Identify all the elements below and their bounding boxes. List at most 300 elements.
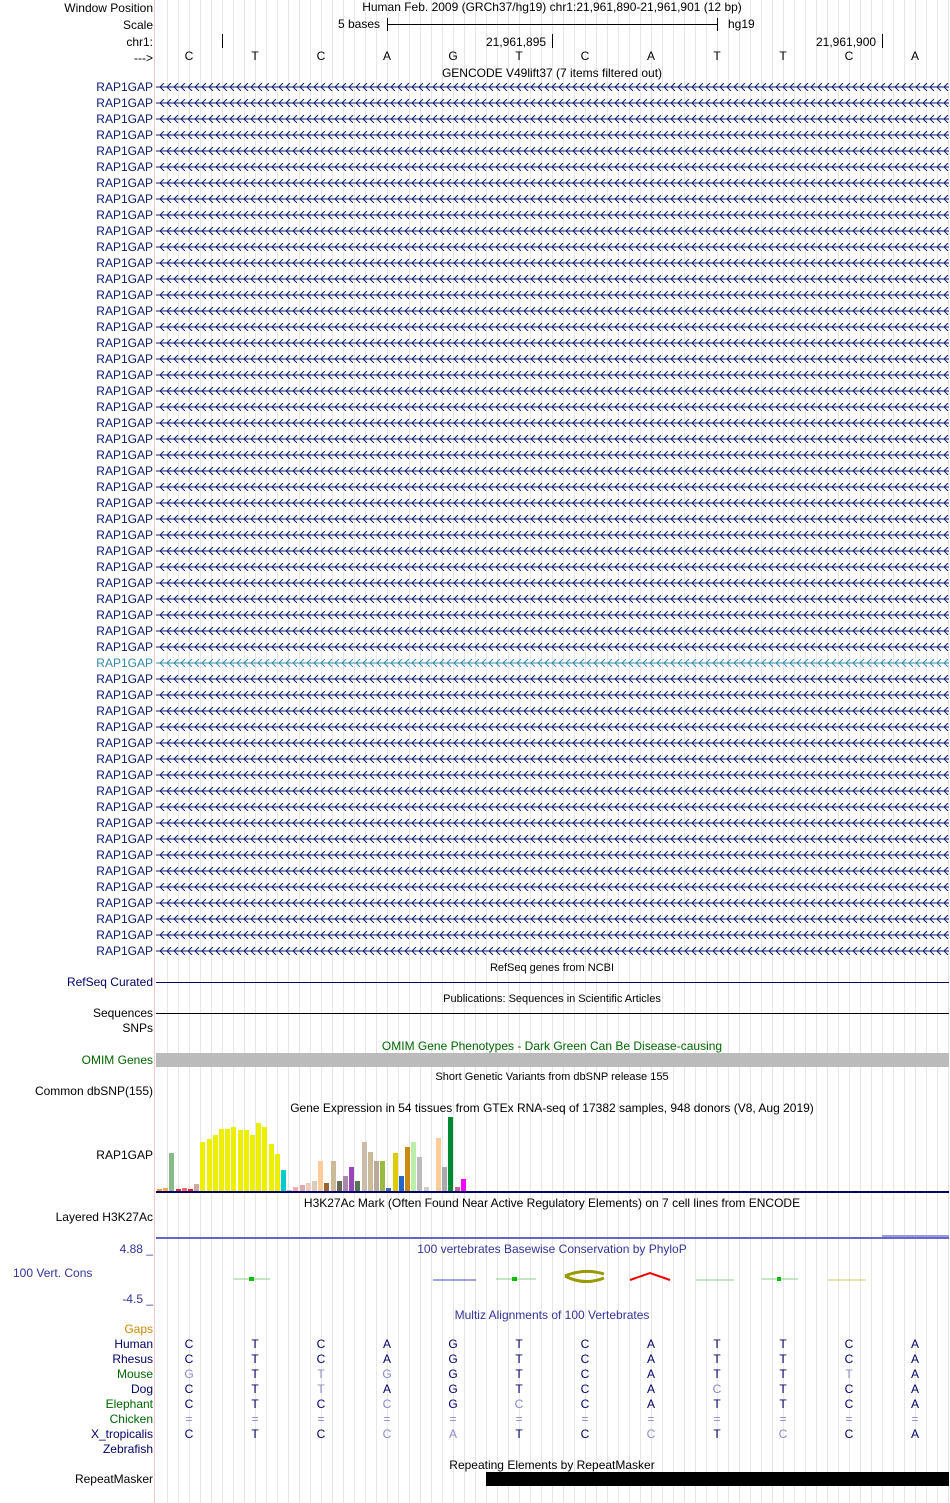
gencode-transcript-label[interactable]: RAP1GAP	[96, 464, 153, 478]
multiz-aligned-base: =	[515, 1412, 523, 1426]
gencode-transcript-feature[interactable]	[156, 739, 949, 747]
publications-label-snps[interactable]: SNPs	[122, 1021, 153, 1035]
multiz-aligned-base: C	[844, 1382, 854, 1396]
multiz-aligned-base: C	[646, 1427, 656, 1441]
gencode-transcript-feature[interactable]	[156, 291, 949, 299]
multiz-aligned-base: =	[185, 1412, 193, 1426]
gtex-tissue-bar[interactable]	[362, 1142, 367, 1191]
reference-base: T	[779, 49, 787, 63]
reference-base: C	[844, 49, 854, 63]
multiz-aligned-base: G	[448, 1382, 458, 1396]
gencode-transcript-feature[interactable]	[156, 355, 949, 363]
multiz-species-label[interactable]: Elephant	[105, 1397, 153, 1411]
multiz-aligned-base: G	[448, 1397, 458, 1411]
gencode-transcript-feature[interactable]	[156, 323, 949, 331]
gencode-transcript-label[interactable]: RAP1GAP	[96, 336, 153, 350]
gencode-transcript-label[interactable]: RAP1GAP	[96, 96, 153, 110]
gencode-transcript-label[interactable]: RAP1GAP	[96, 144, 153, 158]
window-title: Human Feb. 2009 (GRCh37/hg19) chr1:21,961,890-21,961,901 (12 bp)	[362, 0, 742, 14]
gencode-transcript-feature[interactable]	[156, 931, 949, 939]
gencode-transcript-feature[interactable]	[156, 339, 949, 347]
omim-track-label[interactable]: OMIM Genes	[81, 1053, 153, 1067]
gencode-transcript-feature[interactable]	[156, 371, 949, 379]
gencode-transcript-label[interactable]: RAP1GAP	[96, 448, 153, 462]
refseq-gene-line	[156, 982, 949, 983]
phylop-signal	[156, 1266, 949, 1290]
refseq-track-title: RefSeq genes from NCBI	[489, 962, 615, 974]
gencode-transcript-label[interactable]: RAP1GAP	[96, 544, 153, 558]
h3k27ac-track-label[interactable]: Layered H3K27Ac	[55, 1210, 153, 1224]
gencode-transcript-feature[interactable]	[156, 115, 949, 123]
gtex-tissue-bar[interactable]	[269, 1144, 274, 1191]
gencode-transcript-label[interactable]: RAP1GAP	[96, 272, 153, 286]
gtex-tissue-bar[interactable]	[355, 1181, 360, 1191]
publications-line	[156, 1013, 949, 1014]
gencode-transcript-label[interactable]: RAP1GAP	[96, 240, 153, 254]
reference-base: A	[910, 49, 920, 63]
gencode-transcript-feature[interactable]	[156, 947, 949, 955]
gencode-transcript-feature[interactable]	[156, 867, 949, 875]
multiz-aligned-base: =	[845, 1412, 853, 1426]
gencode-transcript-label[interactable]: RAP1GAP	[96, 736, 153, 750]
phylop-mark-1-peak	[249, 1277, 254, 1281]
multiz-species-label[interactable]: Human	[114, 1337, 153, 1351]
multiz-aligned-base: C	[184, 1382, 194, 1396]
gtex-tissue-bar[interactable]	[275, 1154, 280, 1191]
multiz-aligned-base: C	[316, 1337, 326, 1351]
h3k27ac-signal-line	[156, 1237, 949, 1239]
multiz-aligned-base: C	[184, 1397, 194, 1411]
gtex-tissue-bar[interactable]	[343, 1176, 348, 1191]
multiz-aligned-base: A	[382, 1337, 392, 1351]
gencode-transcript-feature[interactable]	[156, 515, 949, 523]
multiz-aligned-base: C	[580, 1382, 590, 1396]
scale-db-text: hg19	[728, 17, 755, 31]
multiz-aligned-base: T	[251, 1352, 259, 1366]
multiz-aligned-base: T	[515, 1352, 523, 1366]
multiz-species-label[interactable]: X_tropicalis	[90, 1427, 153, 1441]
gencode-transcript-feature[interactable]	[156, 579, 949, 587]
gencode-transcript-label[interactable]: RAP1GAP	[96, 352, 153, 366]
gencode-transcript-label[interactable]: RAP1GAP	[96, 608, 153, 622]
label-column-divider	[154, 0, 155, 1503]
multiz-aligned-base: C	[712, 1382, 722, 1396]
gtex-tissue-bar[interactable]	[219, 1129, 224, 1191]
gencode-transcript-label[interactable]: RAP1GAP	[96, 288, 153, 302]
multiz-aligned-base: T	[779, 1367, 787, 1381]
multiz-aligned-base: T	[251, 1427, 259, 1441]
omim-track-title: OMIM Gene Phenotypes - Dark Green Can Be Disease-causing	[381, 1039, 723, 1053]
gtex-track-title: Gene Expression in 54 tissues from GTEx RNA-seq of 17382 samples, 948 donors (V8, Aug 2019)	[290, 1101, 814, 1115]
multiz-aligned-base: C	[580, 1427, 590, 1441]
gencode-transcript-feature[interactable]	[156, 691, 949, 699]
gencode-transcript-label[interactable]: RAP1GAP	[96, 256, 153, 270]
gencode-transcript-feature[interactable]	[156, 643, 949, 651]
multiz-aligned-base: C	[382, 1397, 392, 1411]
gencode-transcript-label[interactable]: RAP1GAP	[96, 192, 153, 206]
phylop-min-label: -4.5 _	[122, 1292, 153, 1306]
gencode-transcript-feature[interactable]	[156, 611, 949, 619]
gtex-tissue-bar[interactable]	[231, 1127, 236, 1191]
gtex-tissue-bar[interactable]	[256, 1123, 261, 1191]
gencode-transcript-feature[interactable]	[156, 771, 949, 779]
gencode-transcript-feature[interactable]	[156, 787, 949, 795]
gtex-tissue-bar[interactable]	[380, 1161, 385, 1191]
multiz-aligned-base: A	[448, 1427, 458, 1441]
gencode-transcript-label[interactable]: RAP1GAP	[96, 496, 153, 510]
reference-base: T	[713, 49, 721, 63]
gencode-transcript-feature[interactable]	[156, 259, 949, 267]
multiz-aligned-base: =	[647, 1412, 655, 1426]
reference-base: T	[251, 49, 259, 63]
multiz-aligned-base: T	[779, 1382, 787, 1396]
gencode-transcript-feature[interactable]	[156, 707, 949, 715]
gtex-tissue-bar[interactable]	[306, 1183, 311, 1191]
gencode-transcript-feature[interactable]	[156, 467, 949, 475]
multiz-aligned-base: C	[382, 1427, 392, 1441]
scale-bar-left-tick	[387, 18, 388, 31]
multiz-aligned-base: =	[713, 1412, 721, 1426]
scale-bases-text: 5 bases	[338, 17, 381, 31]
gencode-transcript-label[interactable]: RAP1GAP	[96, 656, 153, 670]
multiz-aligned-base: C	[580, 1397, 590, 1411]
multiz-aligned-base: T	[713, 1367, 721, 1381]
multiz-aligned-base: A	[910, 1352, 920, 1366]
gtex-tissue-bar[interactable]	[262, 1127, 267, 1191]
multiz-aligned-base: A	[382, 1352, 392, 1366]
multiz-aligned-base: A	[910, 1337, 920, 1351]
gencode-transcript-feature[interactable]	[156, 899, 949, 907]
multiz-aligned-base: T	[779, 1397, 787, 1411]
gencode-transcript-feature[interactable]	[156, 595, 949, 603]
chr-position-a: 21,961,895	[486, 35, 547, 49]
reference-base: T	[515, 49, 523, 63]
multiz-aligned-base: C	[184, 1352, 194, 1366]
multiz-aligned-base: C	[580, 1367, 590, 1381]
multiz-aligned-base: T	[713, 1352, 721, 1366]
gencode-transcript-feature[interactable]	[156, 419, 949, 427]
gtex-tissue-bar[interactable]	[337, 1181, 342, 1191]
multiz-aligned-base: T	[515, 1427, 523, 1441]
gencode-transcript-feature[interactable]	[156, 531, 949, 539]
gtex-tissue-bar[interactable]	[399, 1176, 404, 1191]
gencode-transcript-feature[interactable]	[156, 147, 949, 155]
multiz-aligned-base: G	[448, 1337, 458, 1351]
multiz-aligned-base: T	[515, 1382, 523, 1396]
omim-gene-bar	[156, 1053, 949, 1067]
gencode-transcript-feature[interactable]	[156, 227, 949, 235]
gencode-transcript-label[interactable]: RAP1GAP	[96, 224, 153, 238]
gencode-transcript-label[interactable]: RAP1GAP	[96, 368, 153, 382]
gtex-tissue-bar[interactable]	[393, 1153, 398, 1191]
multiz-aligned-base: G	[448, 1367, 458, 1381]
gencode-transcript-label[interactable]: RAP1GAP	[96, 704, 153, 718]
gtex-tissue-bar[interactable]	[225, 1129, 230, 1191]
multiz-aligned-base: T	[251, 1367, 259, 1381]
dbsnp-track-title: Short Genetic Variants from dbSNP release 155	[435, 1071, 669, 1083]
multiz-aligned-base: T	[251, 1397, 259, 1411]
multiz-aligned-base: C	[316, 1397, 326, 1411]
multiz-aligned-base: A	[382, 1382, 392, 1396]
gtex-tissue-bar[interactable]	[194, 1184, 199, 1191]
multiz-aligned-base: G	[184, 1367, 194, 1381]
multiz-aligned-base: T	[317, 1367, 325, 1381]
gencode-track-title: GENCODE V49lift37 (7 items filtered out)	[441, 66, 663, 80]
phylop-mark-5	[630, 1273, 670, 1280]
chr-tick-2	[552, 34, 553, 48]
gencode-transcript-feature[interactable]	[156, 99, 949, 107]
h3k27ac-track-title: H3K27Ac Mark (Often Found Near Active Regulatory Elements) on 7 cell lines from ENCODE	[303, 1196, 801, 1210]
gtex-tissue-bar[interactable]	[405, 1147, 410, 1191]
multiz-aligned-base: =	[317, 1412, 325, 1426]
multiz-aligned-base: C	[580, 1337, 590, 1351]
gencode-transcript-feature[interactable]	[156, 435, 949, 443]
gencode-transcript-feature[interactable]	[156, 243, 949, 251]
gencode-transcript-label[interactable]: RAP1GAP	[96, 832, 153, 846]
multiz-species-label[interactable]: Rhesus	[112, 1352, 153, 1366]
gtex-tissue-bar[interactable]	[318, 1161, 323, 1191]
gencode-transcript-feature[interactable]	[156, 547, 949, 555]
gencode-transcript-feature[interactable]	[156, 211, 949, 219]
gtex-track-label[interactable]: RAP1GAP	[96, 1148, 153, 1162]
gencode-transcript-label[interactable]: RAP1GAP	[96, 896, 153, 910]
gencode-transcript-label[interactable]: RAP1GAP	[96, 528, 153, 542]
gencode-transcript-feature[interactable]	[156, 131, 949, 139]
multiz-aligned-base: A	[646, 1382, 656, 1396]
gtex-tissue-bar[interactable]	[461, 1179, 466, 1191]
reference-base: C	[316, 49, 326, 63]
multiz-aligned-base: C	[184, 1427, 194, 1441]
multiz-aligned-base: C	[844, 1337, 854, 1351]
gencode-transcript-label[interactable]: RAP1GAP	[96, 624, 153, 638]
gencode-transcript-label[interactable]: RAP1GAP	[96, 480, 153, 494]
gencode-transcript-label[interactable]: RAP1GAP	[96, 128, 153, 142]
phylop-mark-7-peak	[777, 1277, 781, 1281]
multiz-aligned-base: A	[646, 1337, 656, 1351]
gencode-transcript-feature[interactable]	[156, 723, 949, 731]
gencode-transcript-feature[interactable]	[156, 451, 949, 459]
gencode-transcript-label[interactable]: RAP1GAP	[96, 400, 153, 414]
gtex-baseline	[156, 1191, 949, 1193]
multiz-species-label[interactable]: Chicken	[109, 1412, 153, 1426]
chr-position-b: 21,961,900	[816, 35, 877, 49]
gtex-tissue-bar[interactable]	[374, 1161, 379, 1191]
multiz-gaps-label: Gaps	[124, 1322, 153, 1336]
multiz-aligned-base: C	[844, 1397, 854, 1411]
refseq-track-label[interactable]: RefSeq Curated	[66, 975, 153, 989]
gencode-transcript-feature[interactable]	[156, 659, 949, 667]
multiz-aligned-base: T	[845, 1367, 853, 1381]
multiz-aligned-base: =	[449, 1412, 457, 1426]
gencode-transcript-feature[interactable]	[156, 835, 949, 843]
gencode-transcript-label[interactable]: RAP1GAP	[96, 304, 153, 318]
gencode-transcript-label[interactable]: RAP1GAP	[96, 560, 153, 574]
gencode-transcript-label[interactable]: RAP1GAP	[96, 576, 153, 590]
multiz-aligned-base: T	[713, 1337, 721, 1351]
gencode-transcript-label[interactable]: RAP1GAP	[96, 672, 153, 686]
phylop-mark-4	[565, 1271, 604, 1281]
gencode-transcript-feature[interactable]	[156, 403, 949, 411]
multiz-aligned-base: C	[316, 1352, 326, 1366]
h3k27ac-signal-bump	[882, 1235, 949, 1237]
gencode-transcript-feature[interactable]	[156, 851, 949, 859]
multiz-aligned-base: T	[779, 1352, 787, 1366]
gencode-transcript-label[interactable]: RAP1GAP	[96, 928, 153, 942]
reference-base: C	[580, 49, 590, 63]
multiz-aligned-base: =	[911, 1412, 919, 1426]
gtex-tissue-bar[interactable]	[238, 1130, 243, 1191]
gencode-transcript-label[interactable]: RAP1GAP	[96, 880, 153, 894]
multiz-aligned-base: T	[779, 1337, 787, 1351]
phylop-mark-3-peak	[512, 1277, 517, 1281]
gencode-transcript-feature[interactable]	[156, 803, 949, 811]
gencode-transcript-label[interactable]: RAP1GAP	[96, 640, 153, 654]
gtex-tissue-bar[interactable]	[436, 1138, 441, 1191]
scale-label: Scale	[122, 18, 153, 32]
multiz-aligned-base: G	[382, 1367, 392, 1381]
gtex-tissue-bar[interactable]	[442, 1167, 447, 1191]
multiz-species-label[interactable]: Zebrafish	[102, 1442, 153, 1456]
multiz-aligned-base: C	[844, 1352, 854, 1366]
chromosome-label: chr1:	[126, 35, 153, 49]
multiz-aligned-base: A	[646, 1352, 656, 1366]
gencode-transcript-label[interactable]: RAP1GAP	[96, 112, 153, 126]
gencode-transcript-feature[interactable]	[156, 163, 949, 171]
gtex-tissue-bar[interactable]	[213, 1135, 218, 1191]
gencode-transcript-label[interactable]: RAP1GAP	[96, 208, 153, 222]
gencode-transcript-feature[interactable]	[156, 387, 949, 395]
scale-bar	[387, 24, 718, 25]
gencode-transcript-label[interactable]: RAP1GAP	[96, 784, 153, 798]
multiz-aligned-base: C	[514, 1397, 524, 1411]
gencode-transcript-label[interactable]: RAP1GAP	[96, 816, 153, 830]
multiz-aligned-base: C	[844, 1427, 854, 1441]
multiz-aligned-base: G	[448, 1352, 458, 1366]
multiz-aligned-base: C	[778, 1427, 788, 1441]
gencode-transcript-label[interactable]: RAP1GAP	[96, 432, 153, 446]
multiz-aligned-base: A	[910, 1367, 920, 1381]
multiz-aligned-base: A	[646, 1397, 656, 1411]
gencode-transcript-label[interactable]: RAP1GAP	[96, 512, 153, 526]
multiz-aligned-base: C	[580, 1352, 590, 1366]
gtex-tissue-bar[interactable]	[349, 1167, 354, 1191]
dbsnp-track-label[interactable]: Common dbSNP(155)	[34, 1084, 153, 1098]
chr-tick-1	[222, 34, 223, 48]
publications-label-sequences[interactable]: Sequences	[92, 1006, 153, 1020]
gencode-transcript-feature[interactable]	[156, 563, 949, 571]
repeatmasker-track-title: Repeating Elements by RepeatMasker	[449, 1458, 655, 1472]
multiz-aligned-base: T	[251, 1382, 259, 1396]
gtex-tissue-bar[interactable]	[312, 1181, 317, 1191]
gencode-transcript-label[interactable]: RAP1GAP	[96, 176, 153, 190]
gtex-tissue-bar[interactable]	[417, 1157, 422, 1191]
gencode-transcript-feature[interactable]	[156, 179, 949, 187]
gencode-transcript-label[interactable]: RAP1GAP	[96, 768, 153, 782]
gencode-transcript-label[interactable]: RAP1GAP	[96, 720, 153, 734]
gencode-transcript-label[interactable]: RAP1GAP	[96, 800, 153, 814]
gencode-transcript-feature[interactable]	[156, 883, 949, 891]
strand-label: --->	[134, 51, 153, 65]
gtex-tissue-bar[interactable]	[250, 1135, 255, 1191]
gencode-transcript-feature[interactable]	[156, 483, 949, 491]
repeatmasker-track-label[interactable]: RepeatMasker	[74, 1472, 153, 1486]
chr-tick-3	[882, 34, 883, 48]
multiz-species-label[interactable]: Dog	[130, 1382, 153, 1396]
gencode-transcript-feature[interactable]	[156, 755, 949, 763]
multiz-aligned-base: C	[184, 1337, 194, 1351]
multiz-aligned-base: T	[713, 1397, 721, 1411]
gencode-transcript-label[interactable]: RAP1GAP	[96, 320, 153, 334]
window-position-label: Window Position	[64, 1, 153, 15]
gencode-transcript-feature[interactable]	[156, 915, 949, 923]
repeatmasker-element	[486, 1472, 949, 1486]
gtex-tissue-bar[interactable]	[207, 1139, 212, 1191]
scale-bar-right-tick	[717, 18, 718, 31]
gtex-tissue-bar[interactable]	[200, 1142, 205, 1191]
gencode-transcript-feature[interactable]	[156, 819, 949, 827]
gtex-tissue-bar[interactable]	[169, 1153, 174, 1191]
gencode-transcript-feature[interactable]	[156, 195, 949, 203]
multiz-aligned-base: =	[251, 1412, 259, 1426]
gencode-transcript-label[interactable]: RAP1GAP	[96, 80, 153, 94]
multiz-aligned-base: T	[251, 1337, 259, 1351]
gencode-transcript-feature[interactable]	[156, 83, 949, 91]
phylop-track-title: 100 vertebrates Basewise Conservation by PhyloP	[417, 1242, 687, 1256]
gencode-transcript-label[interactable]: RAP1GAP	[96, 592, 153, 606]
gencode-transcript-label[interactable]: RAP1GAP	[96, 688, 153, 702]
multiz-aligned-base: T	[713, 1427, 721, 1441]
gencode-transcript-label[interactable]: RAP1GAP	[96, 416, 153, 430]
gencode-transcript-label[interactable]: RAP1GAP	[96, 160, 153, 174]
multiz-aligned-base: C	[316, 1427, 326, 1441]
gencode-transcript-label[interactable]: RAP1GAP	[96, 944, 153, 958]
multiz-aligned-base: A	[910, 1382, 920, 1396]
gtex-tissue-bar[interactable]	[331, 1161, 336, 1191]
multiz-aligned-base: =	[779, 1412, 787, 1426]
reference-base: A	[646, 49, 656, 63]
gtex-tissue-bar[interactable]	[411, 1142, 416, 1191]
gtex-tissue-bar[interactable]	[281, 1170, 286, 1191]
gencode-transcript-label[interactable]: RAP1GAP	[96, 848, 153, 862]
multiz-aligned-base: A	[910, 1427, 920, 1441]
gencode-transcript-label[interactable]: RAP1GAP	[96, 752, 153, 766]
phylop-max-label: 4.88 _	[119, 1242, 153, 1256]
gtex-tissue-bar[interactable]	[324, 1183, 329, 1191]
gtex-tissue-bar[interactable]	[448, 1117, 453, 1191]
gencode-transcript-feature[interactable]	[156, 675, 949, 683]
publications-track-title: Publications: Sequences in Scientific Articles	[443, 993, 661, 1005]
gencode-transcript-feature[interactable]	[156, 499, 949, 507]
multiz-aligned-base: A	[646, 1367, 656, 1381]
multiz-species-label[interactable]: Mouse	[116, 1367, 153, 1381]
multiz-aligned-base: T	[317, 1382, 325, 1396]
multiz-aligned-base: A	[910, 1397, 920, 1411]
gencode-transcript-feature[interactable]	[156, 307, 949, 315]
gencode-transcript-label[interactable]: RAP1GAP	[96, 864, 153, 878]
gencode-transcript-label[interactable]: RAP1GAP	[96, 912, 153, 926]
reference-base: G	[448, 49, 458, 63]
gencode-transcript-label[interactable]: RAP1GAP	[96, 384, 153, 398]
reference-base: C	[184, 49, 194, 63]
multiz-aligned-base: T	[515, 1337, 523, 1351]
phylop-track-label[interactable]: 100 Vert. Cons	[13, 1266, 93, 1280]
gtex-tissue-bar[interactable]	[368, 1152, 373, 1191]
multiz-aligned-base: T	[515, 1367, 523, 1381]
gencode-transcript-feature[interactable]	[156, 627, 949, 635]
reference-base: A	[382, 49, 392, 63]
gtex-tissue-bar[interactable]	[244, 1130, 249, 1191]
gencode-transcript-feature[interactable]	[156, 275, 949, 283]
